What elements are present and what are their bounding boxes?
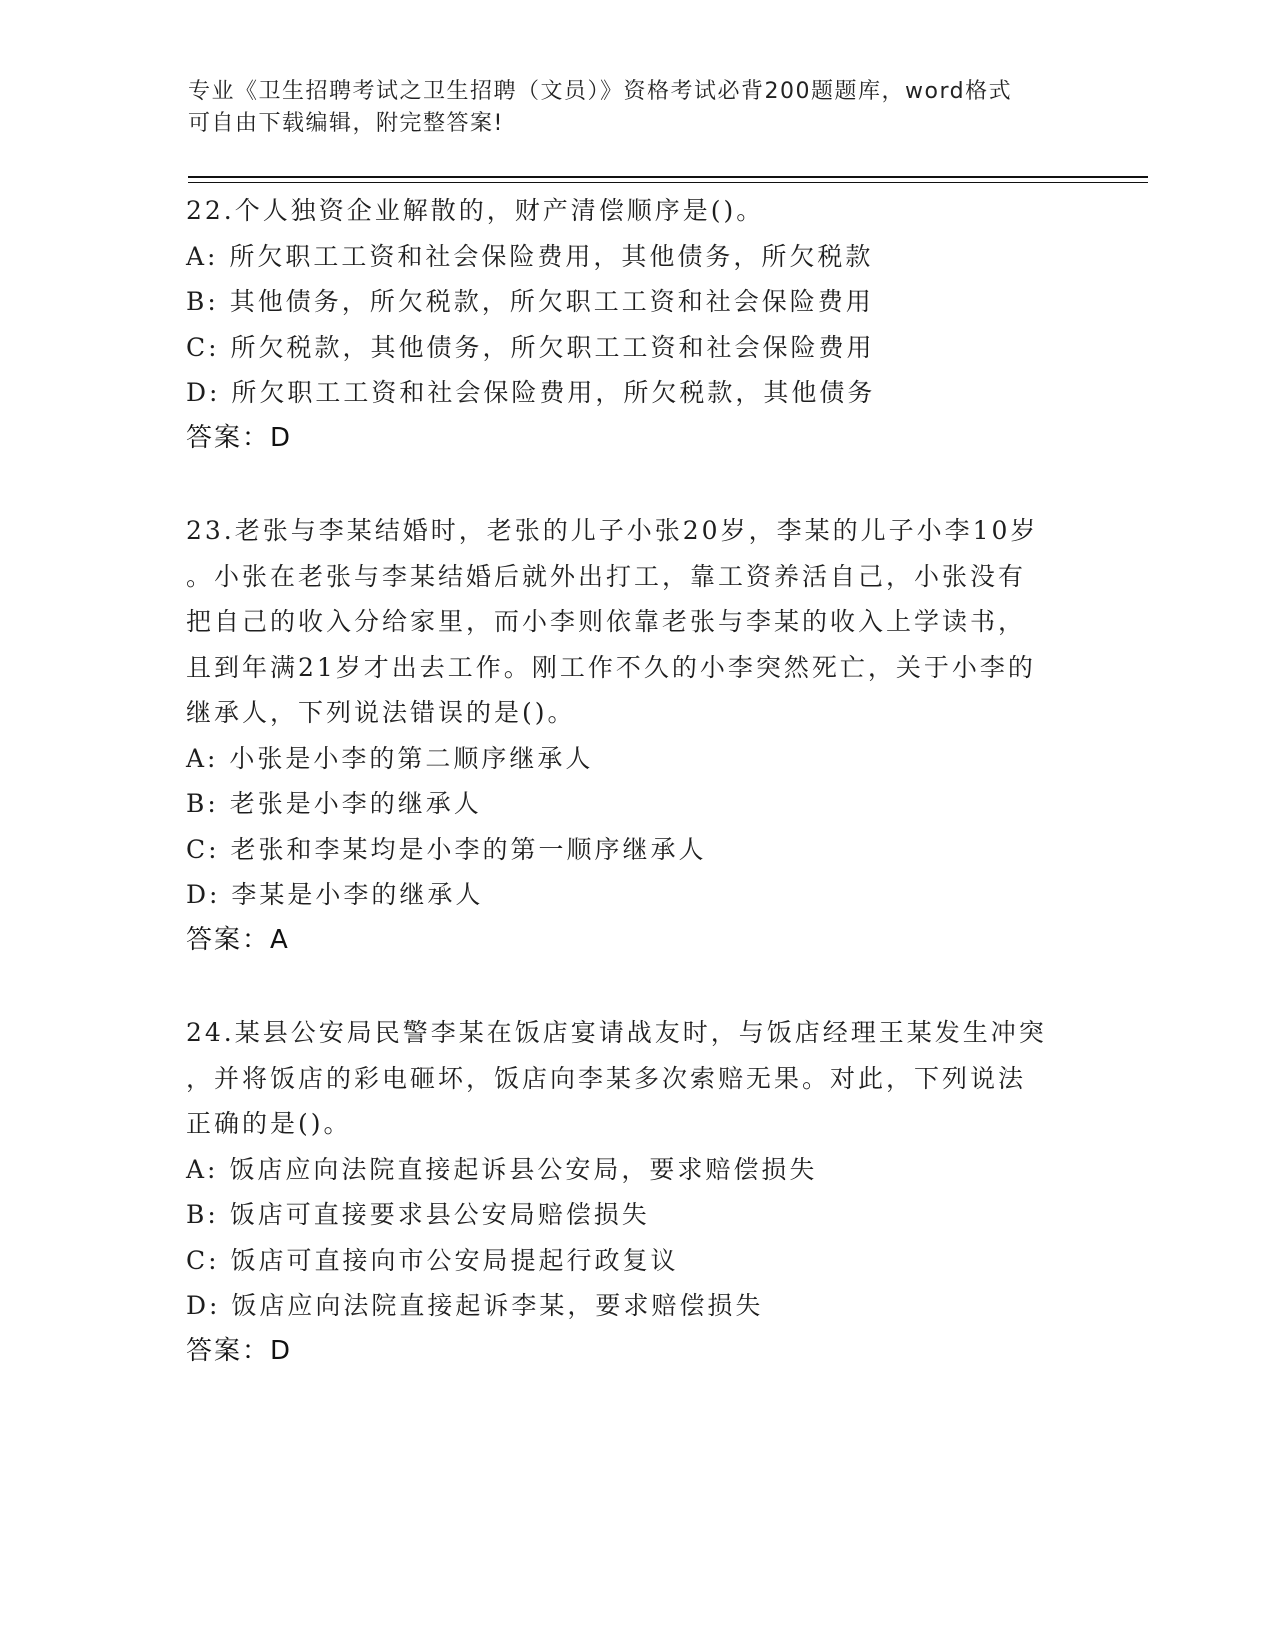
option-a: A: 饭店应向法院直接起诉县公安局，要求赔偿损失 — [186, 1154, 818, 1184]
option-d: D: 饭店应向法院直接起诉李某，要求赔偿损失 — [186, 1291, 764, 1320]
option-b: B: 其他债务，所欠税款，所欠职工工资和社会保险费用 — [186, 287, 874, 316]
document-header — [188, 76, 1068, 140]
header-title-line-2: 可自由下载编辑，附完整答案! — [188, 111, 504, 136]
question-24 — [186, 1010, 1086, 1374]
answer: 答案：D — [186, 1335, 293, 1366]
question-23 — [186, 508, 1086, 963]
question-stem-line: 且到年满21岁才出去工作。刚工作不久的小李突然死亡，关于小李的 — [186, 652, 1036, 682]
option-a: A: 所欠职工工资和社会保险费用，其他债务，所欠税款 — [186, 241, 874, 271]
question-stem-line: ，并将饭店的彩电砸坏，饭店向李某多次索赔无果。对此，下列说法 — [186, 1063, 1027, 1093]
answer: 答案：A — [186, 924, 290, 955]
header-divider-thin — [188, 182, 1148, 183]
question-stem-line: 把自己的收入分给家里，而小李则依靠老张与李某的收入上学读书， — [186, 607, 1027, 636]
question-stem-line: 23.老张与李某结婚时，老张的儿子小张20岁，李某的儿子小李10岁 — [186, 516, 1039, 545]
question-22 — [186, 188, 1086, 461]
answer: 答案：D — [186, 422, 293, 453]
option-c: C: 饭店可直接向市公安局提起行政复议 — [186, 1245, 679, 1275]
question-stem-line: 继承人，下列说法错误的是()。 — [186, 698, 576, 727]
option-d: D: 所欠职工工资和社会保险费用，所欠税款，其他债务 — [186, 378, 876, 407]
option-c: C: 老张和李某均是小李的第一顺序继承人 — [186, 834, 707, 864]
option-b: B: 饭店可直接要求县公安局赔偿损失 — [186, 1200, 650, 1229]
question-stem-line: 24.某县公安局民警李某在饭店宴请战友时，与饭店经理王某发生冲突 — [186, 1018, 1047, 1047]
question-stem-line: 正确的是()。 — [186, 1109, 352, 1138]
option-d: D: 李某是小李的继承人 — [186, 880, 484, 909]
question-stem-line: 22.个人独资企业解散的，财产清偿顺序是()。 — [186, 196, 765, 225]
option-b: B: 老张是小李的继承人 — [186, 789, 482, 818]
question-stem-line: 。小张在老张与李某结婚后就外出打工，靠工资养活自己，小张没有 — [186, 561, 1027, 591]
option-a: A: 小张是小李的第二顺序继承人 — [186, 743, 594, 773]
option-c: C: 所欠税款，其他债务，所欠职工工资和社会保险费用 — [186, 332, 875, 362]
header-divider-thick — [188, 176, 1148, 178]
header-title-line-1: 专业《卫生招聘考试之卫生招聘（文员）》资格考试必背200题题库，word格式 — [188, 79, 1013, 104]
